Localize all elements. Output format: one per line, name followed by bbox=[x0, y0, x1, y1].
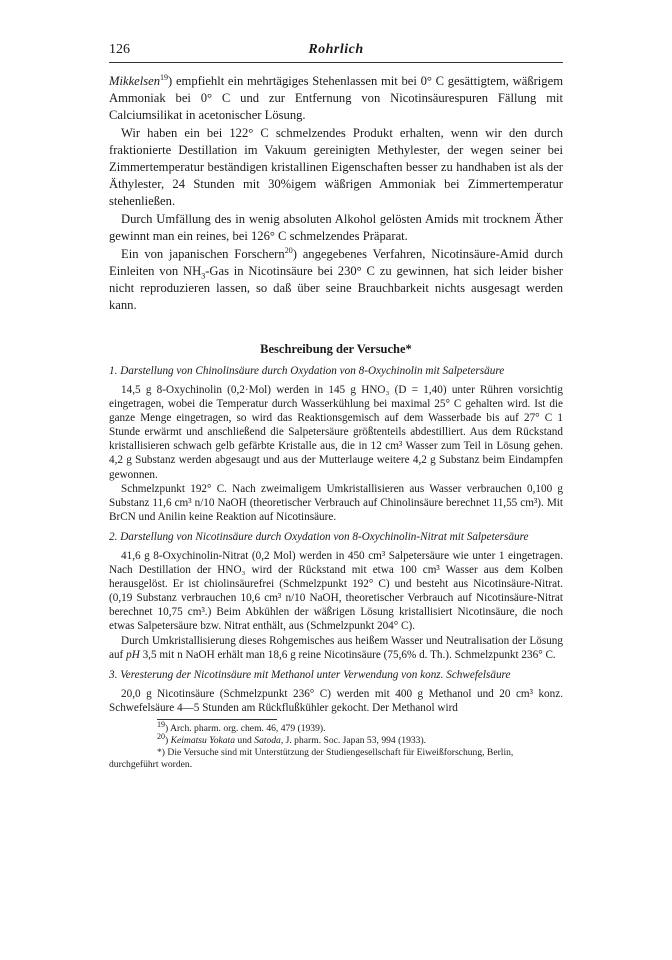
experiment-1-paragraph-1: 14,5 g 8-Oxychinolin (0,2·Mol) werden in 145 g HNO₃ (D = 1,40) unter Rühren vorsichtig eingetragen, wobei die Temperatur durch Wasserkühlung bei maximal 25° C gehalten wird. Ist die ganze Menge eingetragen, so wird das Reaktionsgemisch auf dem Wasserbade bis auf 27° C 1 Stunde erwärmt und anschließend die Salpetersäure größtenteils abdestilliert. Aus dem Rückstand kristallisieren schwach gelb gefärbte Kristalle aus, die in 12 cm³ Wasser zum Teil in Lösung gehen. 4,2 g Substanz werden abgesaugt und aus der Mutterlauge weitere 4,2 g Substanz beim Eindampfen gewonnen. bbox=[109, 384, 563, 481]
experiment-3-paragraph-1: 20,0 g Nicotinsäure (Schmelzpunkt 236° C) werden mit 400 g Methanol und 20 cm³ konz. Schwefelsäure 4—5 Stunden am Rückflußkühler gekocht. Der Methanol wird bbox=[109, 687, 563, 714]
ph-symbol: pH bbox=[126, 648, 140, 661]
footnote-ref-20: 20 bbox=[284, 245, 293, 255]
intro-paragraph-1: Mikkelsen$^{19}$) empfiehlt ein mehrtägiges Stehenlassen mit bei 0° C gesättigtem, wäßrigem Ammoniak bei 0° C und zur Entfernung von Nicotinsäurespuren Fällung mit Calciumsilikat in acetonischer Lösung. bbox=[109, 72, 563, 122]
experiment-2-body bbox=[109, 549, 563, 662]
experiment-2-title: 2. Darstellung von Nicotinsäure durch Oxydation von 8-Oxychinolin-Nitrat mit Salpetersäure bbox=[109, 530, 529, 543]
author-mikkelsen: Mikkelsen bbox=[109, 74, 161, 88]
experiment-2-paragraph-1: 41,6 g 8-Oxychinolin-Nitrat (0,2 Mol) werden in 450 cm³ Salpetersäure wie unter 1 eingetragen. Nach Destillation der HNO₃ wird der Rückstand mit etwa 100 cm³ Wasser aus dem Kolben herausgelöst. Er ist chiolinsäurefrei (Schmelzpunkt 192° C) und besteht aus Nicotinsäure-Nitrat. (0,19 Substanz verbrauchen 10,6 cm³ n/10 NaOH, theoretischer Verbrauch auf Nicotinsäure-Nitrat berechnet 10,75 cm³.) Beim Abkühlen der wäßrigen Lösung kristallisiert Nicotinsäure, die noch etwas Salpetersäure bzw. Nitrat enthält, aus (Schmelzpunkt 204° C). bbox=[109, 549, 563, 633]
footnote-19: $^{19}$) Arch. pharm. org. chem. 46, 479 (1939). bbox=[157, 719, 326, 734]
section-heading: Beschreibung der Versuche* bbox=[260, 342, 412, 356]
experiment-1-title: 1. Darstellung von Chinolinsäure durch Oxydation von 8-Oxychinolin mit Salpetersäure bbox=[109, 365, 505, 377]
intro-paragraph-3: Durch Umfällung des in wenig absoluten Alkohol gelösten Amids mit trocknem Äther gewinnt man ein reines, bei 126° C schmelzendes Präparat. bbox=[109, 212, 563, 243]
experiment-3-title: 3. Veresterung der Nicotinsäure mit Methanol unter Verwendung von konz. Schwefelsäure bbox=[109, 668, 511, 681]
experiment-1-paragraph-2: Schmelzpunkt 192° C. Nach zweimaligem Umkristallisieren aus Wasser verbrauchen 0,100 g Substanz 11,6 cm³ n/10 NaOH (theoretischer Verbrauch auf Chinolinsäure berechnet 11,55 cm³). Mit BrCN und Anilin keine Reaktion auf Nicotinsäure. bbox=[109, 482, 563, 523]
running-header bbox=[109, 40, 563, 63]
footnote-20: $^{20}$) Keimatsu Yokata und Satoda, J. pharm. Soc. Japan 53, 994 (1933). bbox=[157, 731, 427, 746]
intro-paragraph-2: Wir haben ein bei 122° C schmelzendes Produkt erhalten, wenn wir den durch fraktionierte Destillation im Vakuum gereinigten Methylester, der wegen seiner bei Zimmertemperatur beständigen kristallinen Eigenschaften besser zu handhaben ist als der Äthylester, 24 Stunden mit 30%igem wäßrigen Ammoniak bei Zimmertemperatur stehenließen. bbox=[109, 126, 563, 208]
footnote-divider bbox=[157, 719, 277, 720]
journal-page bbox=[109, 40, 563, 771]
experiment-1-body bbox=[109, 383, 563, 524]
footnote-ref-19: 19 bbox=[160, 72, 169, 82]
intro-paragraph-4: Ein von japanischen Forschern$^{20}$) angegebenes Verfahren, Nicotinsäure-Amid durch Einleiten von $NH_3$-Gas in Nicotinsäure bei 230° C zu gewinnen, hat sich leider bisher nicht reproduzieren lassen, so daß über seine Brauchbarkeit nichts ausgesagt werden kann. bbox=[109, 245, 563, 312]
running-title: Rohrlich bbox=[308, 42, 364, 57]
footnote-star: *) Die Versuche sind mit Unterstützung der Studiengesellschaft für Eiweißforschung, Berlin, durchgeführt worden. bbox=[109, 746, 514, 770]
experiment-2-paragraph-2: Durch Umkristallisierung dieses Rohgemisches aus heißem Wasser und Neutralisation der Lösung auf pH 3,5 mit n NaOH erhält man 18,6 g reine Nicotinsäure (75,6% d. Th.). Schmelzpunkt 236° C. bbox=[109, 634, 563, 661]
intro-text bbox=[109, 73, 563, 314]
experiment-3-body bbox=[109, 687, 563, 715]
page-number: 126 bbox=[109, 42, 130, 57]
footnotes bbox=[109, 719, 563, 771]
